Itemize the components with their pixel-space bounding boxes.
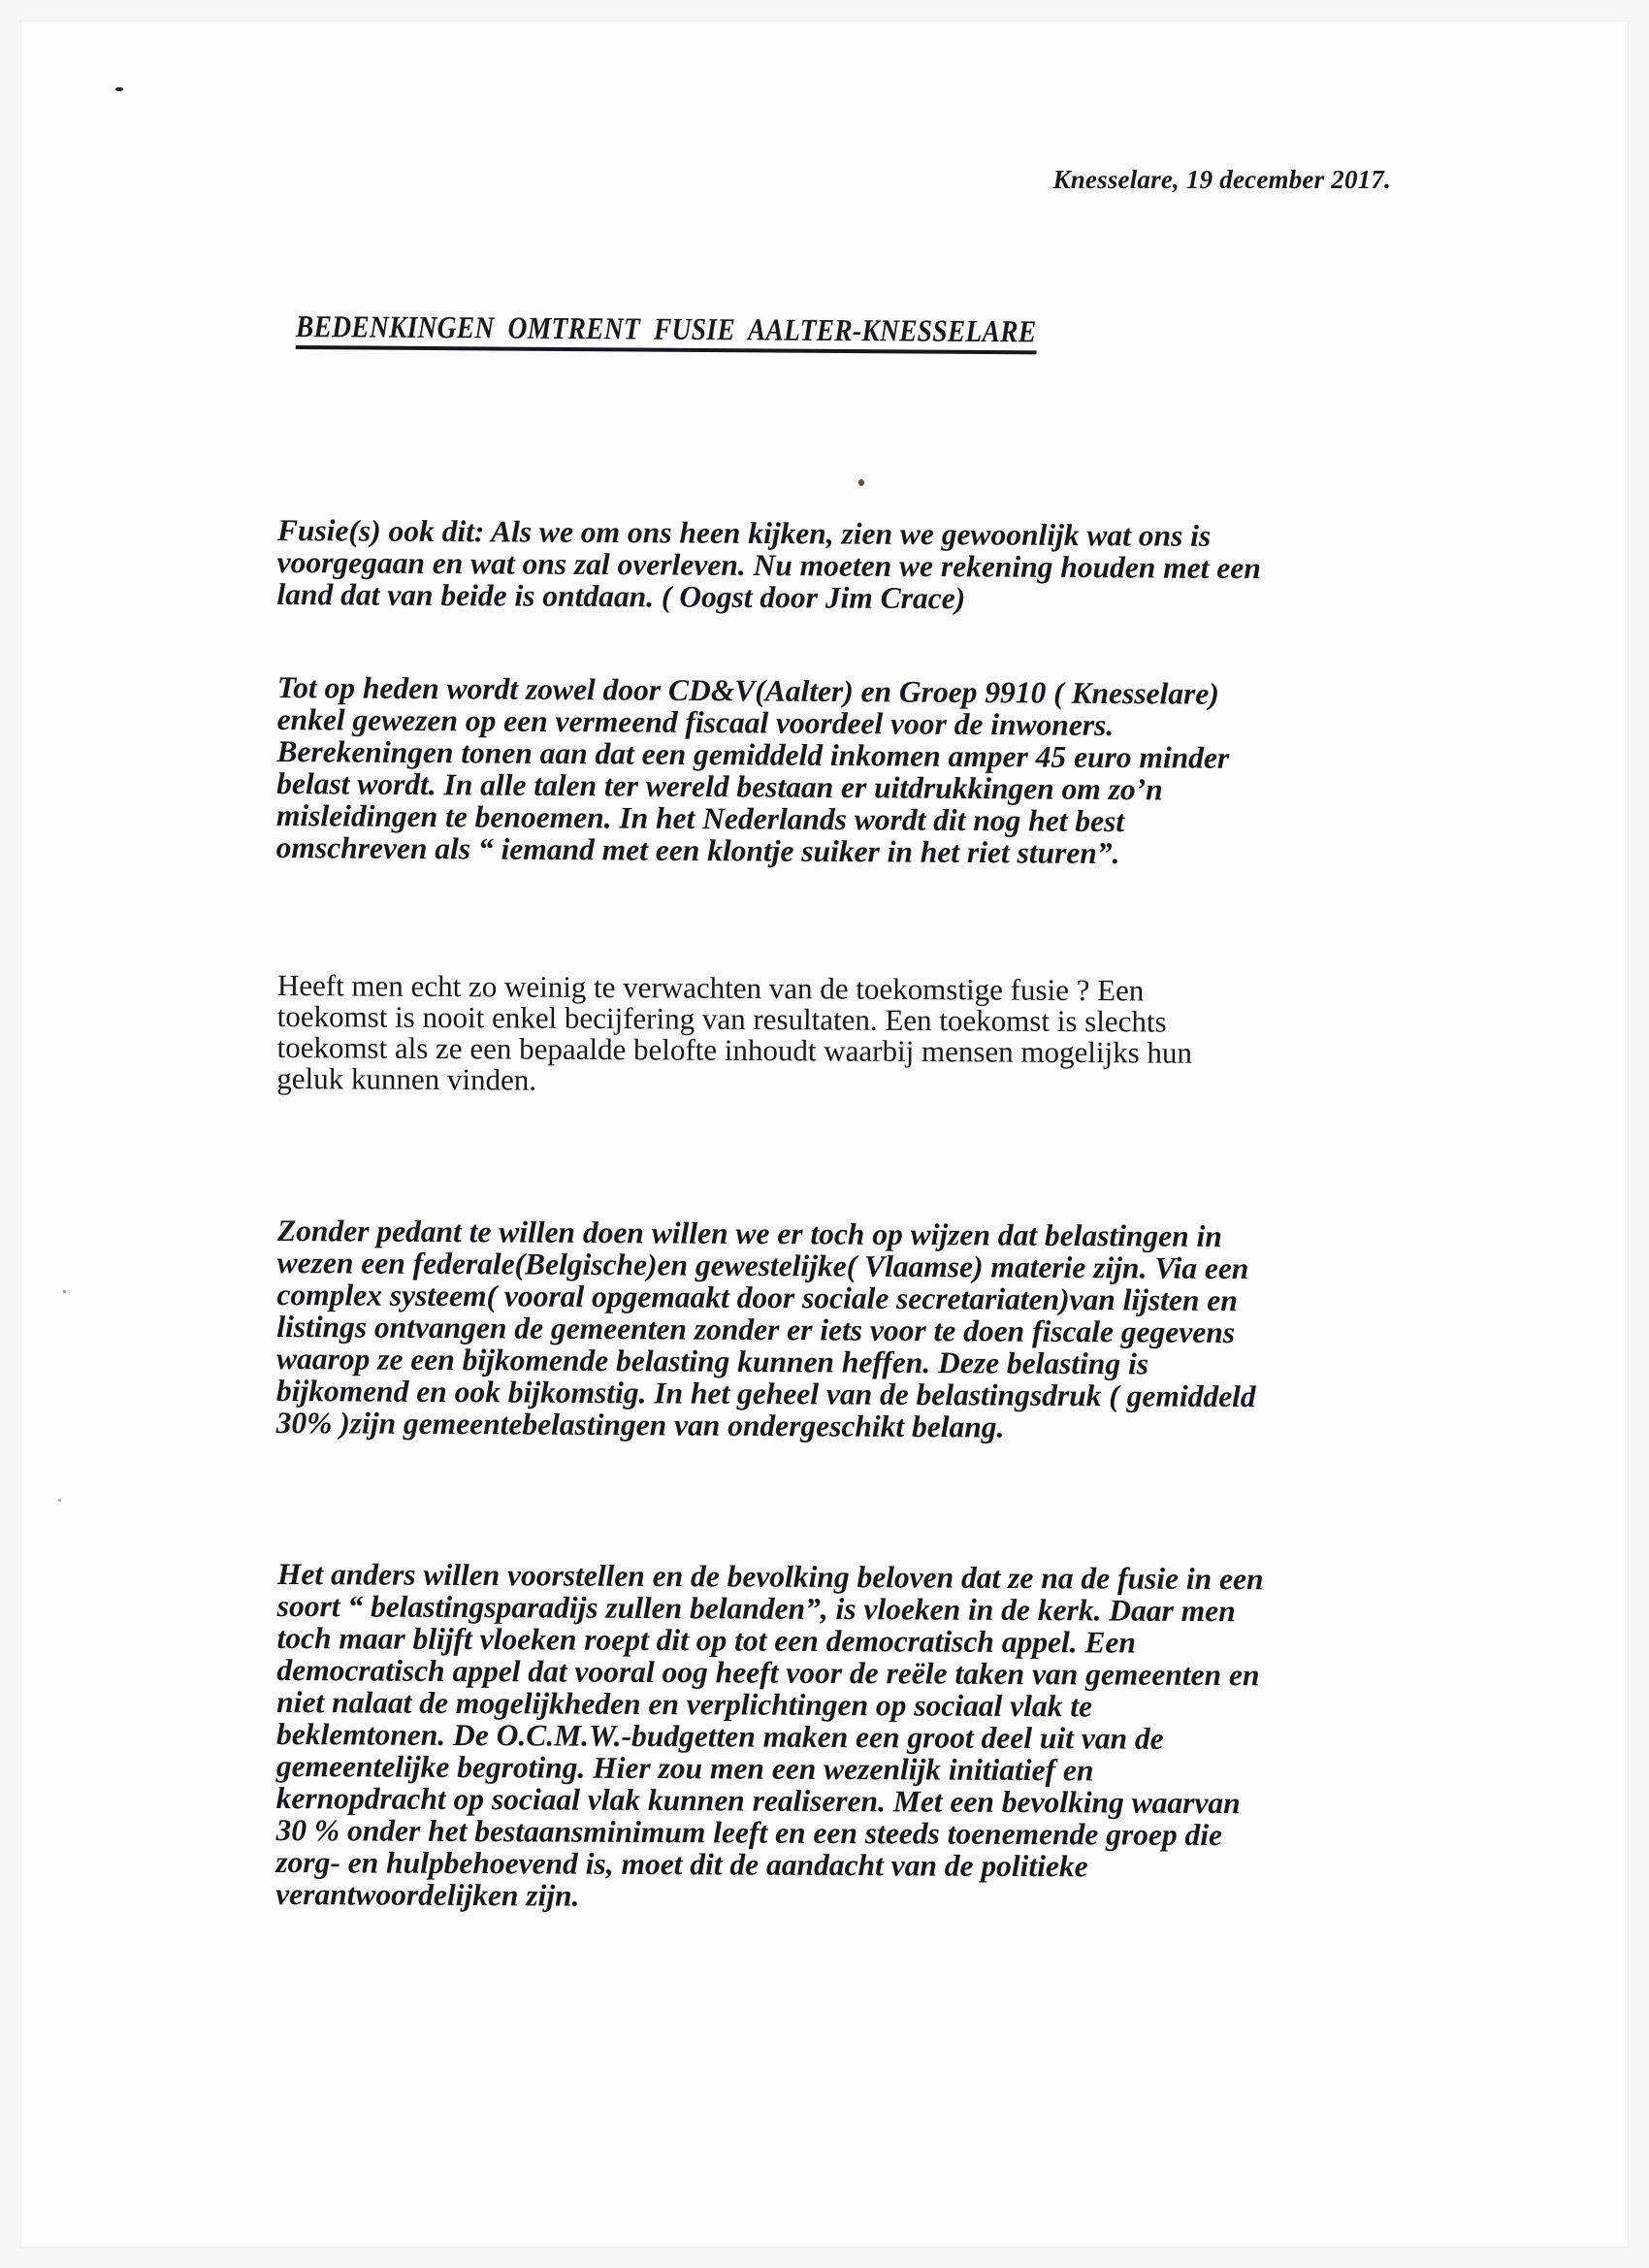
paragraph-epigraph xyxy=(276,514,1577,618)
text-line: niet nalaat de mogelijkheden en verplichtingen op sociaal vlak te xyxy=(276,1684,1093,1724)
text-line: Heeft men echt zo weinig te verwachten van de toekomstige fusie ? Een xyxy=(276,968,1145,1008)
paragraph-fiscal-advantage xyxy=(276,671,1577,872)
text-line: toekomst als ze een bepaalde belofte inhoudt waarbij mensen mogelijks hun xyxy=(276,1029,1193,1070)
text-line: zorg- en hulpbehoevend is, moet dit de aandacht van de politieke xyxy=(275,1844,1088,1884)
text-line: kernopdracht op sociaal vlak kunnen realiseren. Met een bevolking waarvan xyxy=(275,1780,1241,1821)
text-line: Het anders willen voorstellen en de bevolking beloven dat ze na de fusie in een xyxy=(276,1557,1264,1597)
text-line: enkel gewezen op een vermeend fiscaal voordeel voor de inwoners. xyxy=(276,701,1115,743)
text-line: complex systeem( vooral opgemaakt door sociale secretariaten)van lijsten en xyxy=(276,1277,1238,1318)
text-line: 30 % onder het bestaansminimum leeft en een steeds toenemende groep die xyxy=(275,1812,1223,1853)
text-line: Zonder pedant te willen doen willen we er toch op wijzen dat belastingen in xyxy=(276,1214,1222,1253)
text-line: voorgegaan en wat ons zal overleven. Nu moeten we rekening houden met een xyxy=(276,544,1261,586)
text-line: land dat van beide is ontdaan. ( Oogst door Jim Crace) xyxy=(276,576,966,616)
text-line: geluk kunnen vinden. xyxy=(276,1060,537,1097)
text-line: Tot op heden wordt zowel door CD&V(Aalter) en Groep 9910 ( Knesselare) xyxy=(276,670,1219,711)
text-line: democratisch appel dat vooral oog heeft voor de reële taken van gemeenten en xyxy=(276,1652,1260,1693)
scan-speck xyxy=(858,479,864,486)
text-line: bijkomend en ook bijkomstig. In het geheel van de belastingsdruk ( gemiddeld xyxy=(275,1373,1256,1414)
scan-speck xyxy=(115,87,123,91)
text-line: verantwoordelijken zijn. xyxy=(275,1876,580,1913)
text-line: toch maar blijft vloeken roept dit op tot een democratisch appel. Een xyxy=(276,1620,1137,1660)
text-line: Berekeningen tonen aan dat een gemiddeld inkomen amper 45 euro minder xyxy=(276,733,1230,775)
text-line: listings ontvangen de gemeenten zonder er iets voor te doen fiscale gegevens xyxy=(276,1309,1236,1350)
text-line: beklemtonen. De O.C.M.W.-budgetten maken een groot deel uit van de xyxy=(275,1716,1164,1756)
paragraph-democratic-appeal xyxy=(275,1558,1577,1917)
scan-speck xyxy=(58,1499,61,1502)
date-line: Knesselare, 19 december 2017. xyxy=(1052,165,1391,194)
paragraph-future xyxy=(276,970,1577,1102)
text-line: misleidingen te benoemen. In het Nederlands wordt dit nog het best xyxy=(275,797,1125,839)
text-line: toekomst is nooit enkel becijfering van resultaten. Een toekomst is slechts xyxy=(276,998,1167,1039)
text-line: gemeentelijke begroting. Hier zou men een wezenlijk initiatief en xyxy=(275,1748,1094,1788)
text-line: soort “ belastingsparadijs zullen belanden”, is vloeken in de kerk. Daar men xyxy=(276,1588,1236,1629)
text-line: 30% )zijn gemeentebelastingen van ondergeschikt belang. xyxy=(275,1405,1005,1444)
paragraph-taxation xyxy=(276,1215,1577,1446)
document-title: BEDENKINGEN OMTRENT FUSIE AALTER-KNESSELARE xyxy=(296,308,1037,354)
text-line: omschreven als “ iemand met een klontje suiker in het riet sturen”. xyxy=(275,829,1120,871)
text-line: wezen een federale(Belgische)en gewestelijke( Vlaamse) materie zijn. Via een xyxy=(276,1245,1249,1286)
scan-speck xyxy=(63,1290,66,1293)
text-line: belast wordt. In alle talen ter wereld bestaan er uitdrukkingen om zo’n xyxy=(276,765,1163,807)
text-line: Fusie(s) ook dit: Als we om ons heen kijken, zien we gewoonlijk wat ons is xyxy=(276,513,1212,553)
text-line: waarop ze een bijkomende belasting kunnen heffen. Deze belasting is xyxy=(275,1341,1149,1381)
